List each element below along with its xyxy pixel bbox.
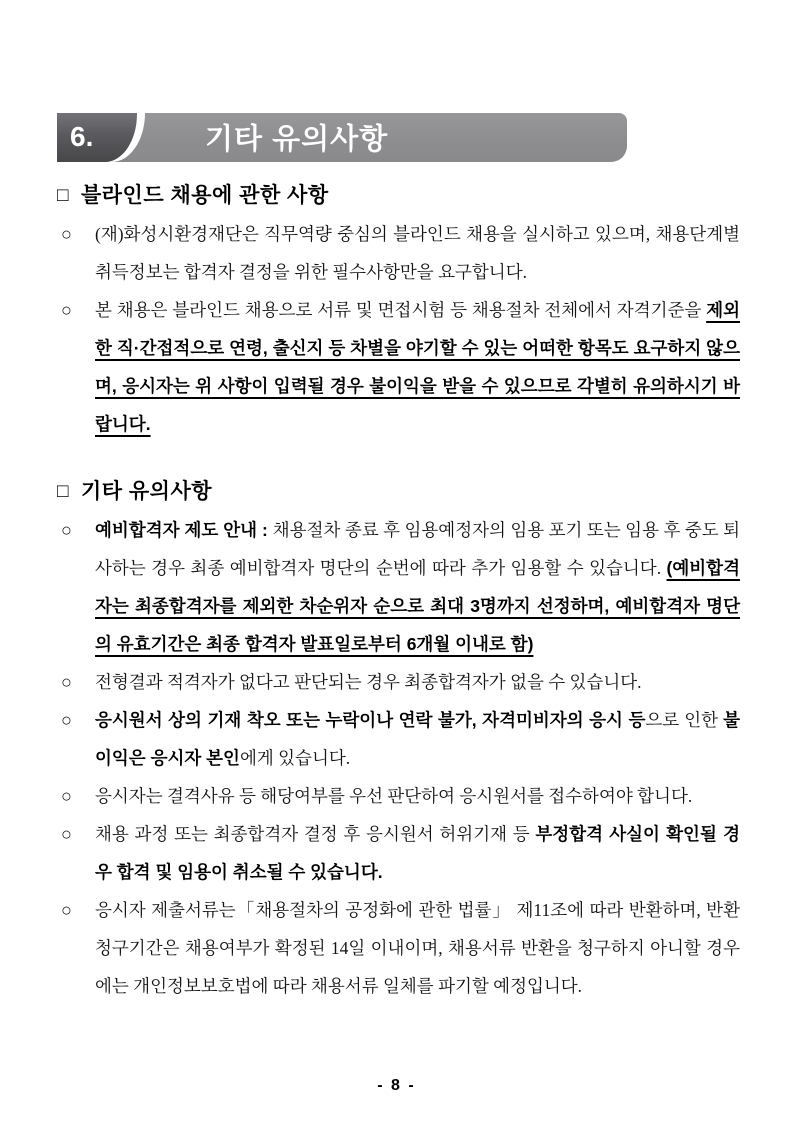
text-segment: 채용절차 종료 후 임용예정자의 임용 포기 또는 임용 후 중도 퇴사하는 경우 최종 예비합격자 명단의 순번에 따라 추가 임용할 수 있습니다. — [95, 520, 740, 578]
text-segment: 응시자 제출서류는「채용절차의 공정화에 관한 법률」 제11조에 따라 반환하며, 반환 청구기간은 채용여부가 확정된 14일 이내이며, 채용서류 반환을 청구하지 아니할 경우에는 개인정보보호법에 따라 채용서류 일체를 파기할 예정입니다. — [95, 900, 740, 996]
page-number: - 8 - — [377, 1077, 416, 1094]
circle-bullet-icon: ○ — [61, 900, 72, 920]
text-segment: 본 채용은 블라인드 채용으로 서류 및 면접시험 등 채용절차 전체에서 자격기준을 — [95, 300, 707, 320]
bullet-paragraph — [95, 701, 740, 777]
bullet-item — [57, 215, 740, 291]
text-segment: 채용 과정 또는 최종합격자 결정 후 응시원서 허위기재 등 — [95, 824, 536, 844]
text-segment-bold-underline: 제외한 직·간접적으로 연령, 출신지 등 차별을 야기할 수 있는 어떠한 항목도 요구하지 않으며, 응시자는 위 사항이 입력될 경우 불이익을 받을 수 있으므로 각별히 유의하시기 바랍니다. — [95, 300, 740, 434]
subsection-heading-text: 기타 유의사항 — [80, 480, 213, 503]
circle-bullet-icon: ○ — [61, 786, 72, 806]
subsection-heading-other — [57, 475, 740, 505]
bullet-paragraph — [95, 215, 740, 291]
bullet-paragraph — [95, 815, 740, 891]
bullet-paragraph — [95, 511, 740, 663]
subsection-heading-blind — [57, 179, 740, 209]
text-segment: 전형결과 적격자가 없다고 판단되는 경우 최종합격자가 없을 수 있습니다. — [95, 672, 642, 692]
bullet-item — [57, 291, 740, 443]
bullet-item — [57, 511, 740, 663]
text-segment-bold-underline: (예비합격자는 최종합격자를 제외한 차순위자 순으로 최대 3명까지 선정하며, 예비합격자 명단의 유효기간은 최종 합격자 발표일로부터 6개월 이내로 함) — [95, 558, 740, 654]
bullet-paragraph — [95, 291, 740, 443]
text-segment-bold: 응시원서 상의 기재 착오 또는 누락이나 연락 불가, 자격미비자의 응시 등 — [95, 710, 646, 730]
circle-bullet-icon: ○ — [61, 824, 72, 844]
square-bullet-icon: □ — [57, 481, 69, 502]
text-segment: 응시자는 결격사유 등 해당여부를 우선 판단하여 응시원서를 접수하여야 합니다. — [95, 786, 693, 806]
section-banner — [57, 113, 627, 162]
circle-bullet-icon: ○ — [61, 300, 72, 320]
bullet-paragraph — [95, 891, 740, 1005]
text-segment-bold: 부정합격 사실이 확인될 경우 합격 및 임용이 취소될 수 있습니다. — [95, 824, 740, 882]
text-segment: 으로 인한 — [645, 710, 724, 730]
bullet-item — [57, 777, 740, 815]
bullet-paragraph — [95, 777, 740, 815]
circle-bullet-icon: ○ — [61, 520, 72, 540]
text-segment-bold: 예비합격자 제도 안내 : — [95, 520, 273, 540]
text-segment-bold: 불이익은 응시자 본인 — [95, 710, 740, 768]
bullet-item — [57, 815, 740, 891]
bullet-item — [57, 701, 740, 777]
text-segment: (재)화성시환경재단은 직무역량 중심의 블라인드 채용을 실시하고 있으며, 채용단계별 취득정보는 합격자 결정을 위한 필수사항만을 요구합니다. — [95, 224, 740, 282]
bullet-item — [57, 663, 740, 701]
circle-bullet-icon: ○ — [61, 672, 72, 692]
subsection-heading-text: 블라인드 채용에 관한 사항 — [80, 184, 329, 207]
text-segment: 에게 있습니다. — [239, 748, 351, 768]
section-title: 기타 유의사항 — [205, 122, 389, 155]
section-number: 6. — [70, 120, 94, 152]
circle-bullet-icon: ○ — [61, 224, 72, 244]
square-bullet-icon: □ — [57, 185, 69, 206]
bullet-paragraph — [95, 663, 740, 701]
bullet-item — [57, 891, 740, 1005]
circle-bullet-icon: ○ — [61, 710, 72, 730]
